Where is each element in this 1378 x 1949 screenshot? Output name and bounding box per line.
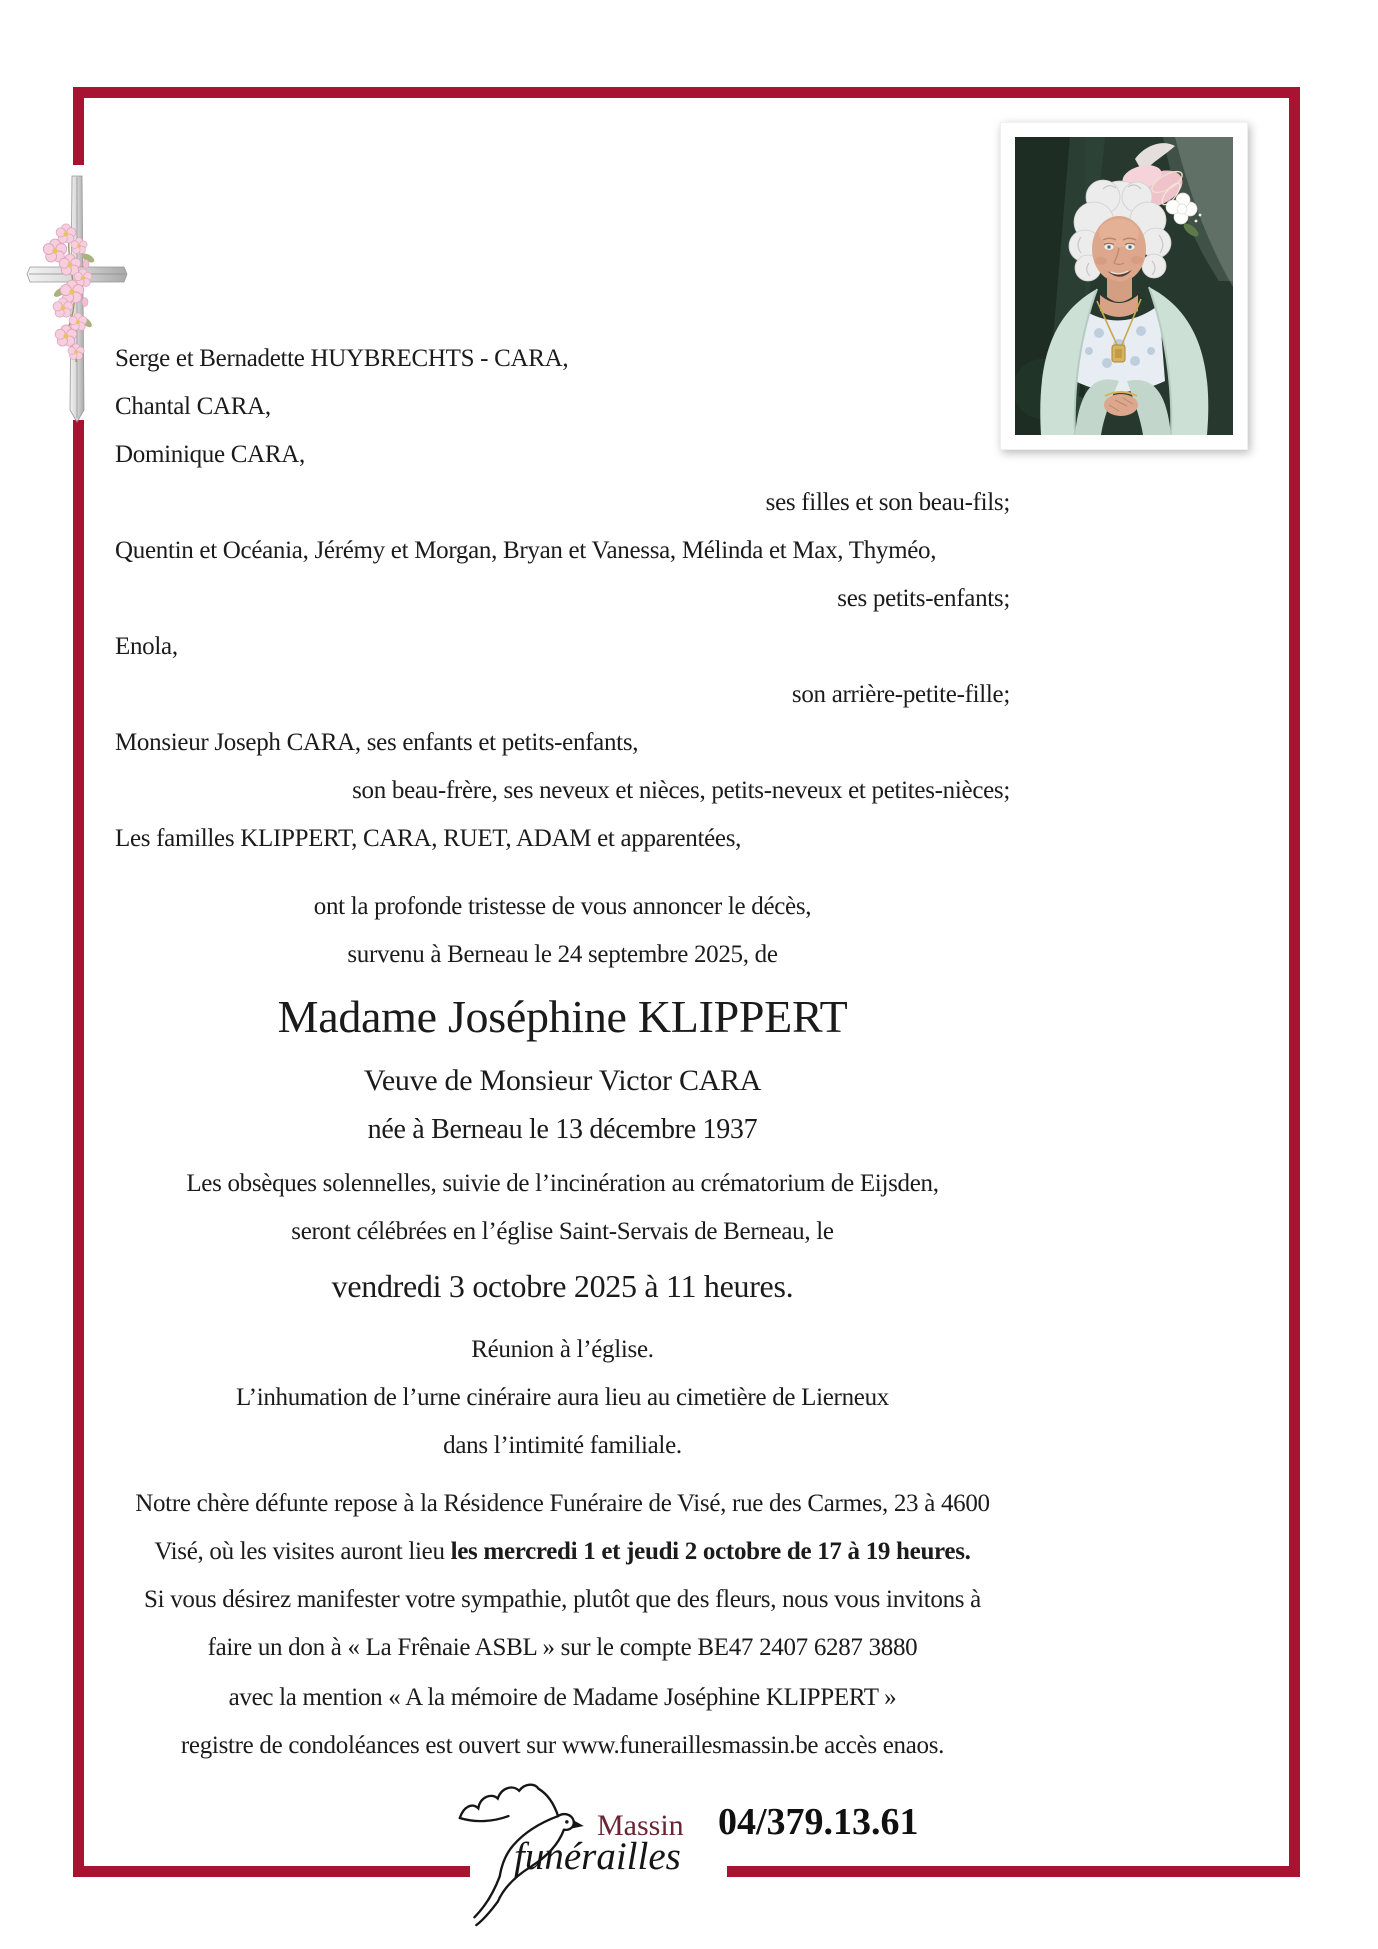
donation-line: faire un don à « La Frênaie ASBL » sur le compte BE47 2407 6287 3880	[207, 1634, 918, 1661]
widow-line: Veuve de Monsieur Victor CARA	[363, 1064, 762, 1097]
burial-line: L’inhumation de l’urne cinéraire aura lieu au cimetière de Lierneux	[236, 1384, 889, 1411]
relation-line: ses filles et son beau-fils;	[765, 489, 1010, 516]
brand-subtitle: funérailles	[514, 1835, 681, 1878]
intro-line: ont la profonde tristesse de vous annoncer le décès,	[313, 893, 812, 920]
phone-number: 04/379.13.61	[718, 1801, 919, 1843]
frame-border-left-lower	[73, 420, 84, 1877]
sympathy-line: Si vous désirez manifester votre sympathie, plutôt que des fleurs, nous vous invitons à	[144, 1586, 981, 1613]
ceremony-line: Les obsèques solennelles, suivie de l’incinération au crématorium de Eijsden,	[186, 1170, 939, 1197]
frame-border-bottom-right	[727, 1866, 1300, 1877]
frame-border-right	[1289, 87, 1300, 1877]
family-line: Chantal CARA,	[115, 393, 271, 420]
visitation-line	[115, 1538, 1010, 1566]
family-line: Enola,	[115, 633, 178, 660]
frame-border-top	[73, 87, 1300, 98]
portrait-photo	[1000, 122, 1248, 450]
cross-icon	[26, 172, 128, 424]
meeting-line: Réunion à l’église.	[471, 1336, 654, 1363]
portrait-illustration	[1015, 137, 1233, 435]
relation-line: son beau-frère, ses neveux et nièces, petits-neveux et petites-nièces;	[352, 777, 1010, 804]
brand-name: Massin	[597, 1809, 684, 1842]
visitation-line: Notre chère défunte repose à la Résidence Funéraire de Visé, rue des Carmes, 23 à 4600	[135, 1490, 990, 1517]
mention-line: avec la mention « A la mémoire de Madame Joséphine KLIPPERT »	[228, 1684, 897, 1711]
visitation-normal: Visé, où les visites auront lieu	[154, 1538, 451, 1565]
ceremony-line: seront célébrées en l’église Saint-Servais de Berneau, le	[291, 1218, 834, 1245]
family-line: Monsieur Joseph CARA, ses enfants et petits-enfants,	[115, 729, 639, 756]
intro-line: survenu à Berneau le 24 septembre 2025, de	[347, 941, 778, 968]
register-line: registre de condoléances est ouvert sur www.funeraillesmassin.be accès enaos.	[180, 1732, 945, 1759]
burial-line: dans l’intimité familiale.	[443, 1432, 682, 1459]
deceased-name: Madame Joséphine KLIPPERT	[277, 991, 848, 1042]
frame-border-bottom-left	[73, 1866, 470, 1877]
family-line: Dominique CARA,	[115, 441, 305, 468]
birth-line: née à Berneau le 13 décembre 1937	[367, 1114, 758, 1145]
ceremony-date: vendredi 3 octobre 2025 à 11 heures.	[331, 1268, 794, 1304]
relation-line: son arrière-petite-fille;	[791, 681, 1010, 708]
family-line: Quentin et Océania, Jérémy et Morgan, Bryan et Vanessa, Mélinda et Max, Thyméo,	[115, 537, 937, 564]
family-line: Serge et Bernadette HUYBRECHTS - CARA,	[115, 345, 569, 372]
family-line: Les familles KLIPPERT, CARA, RUET, ADAM et apparentées,	[115, 825, 742, 852]
relation-line: ses petits-enfants;	[837, 585, 1010, 612]
visitation-hours: les mercredi 1 et jeudi 2 octobre de 17 à 19 heures.	[450, 1538, 971, 1565]
frame-border-left-upper	[73, 87, 84, 165]
